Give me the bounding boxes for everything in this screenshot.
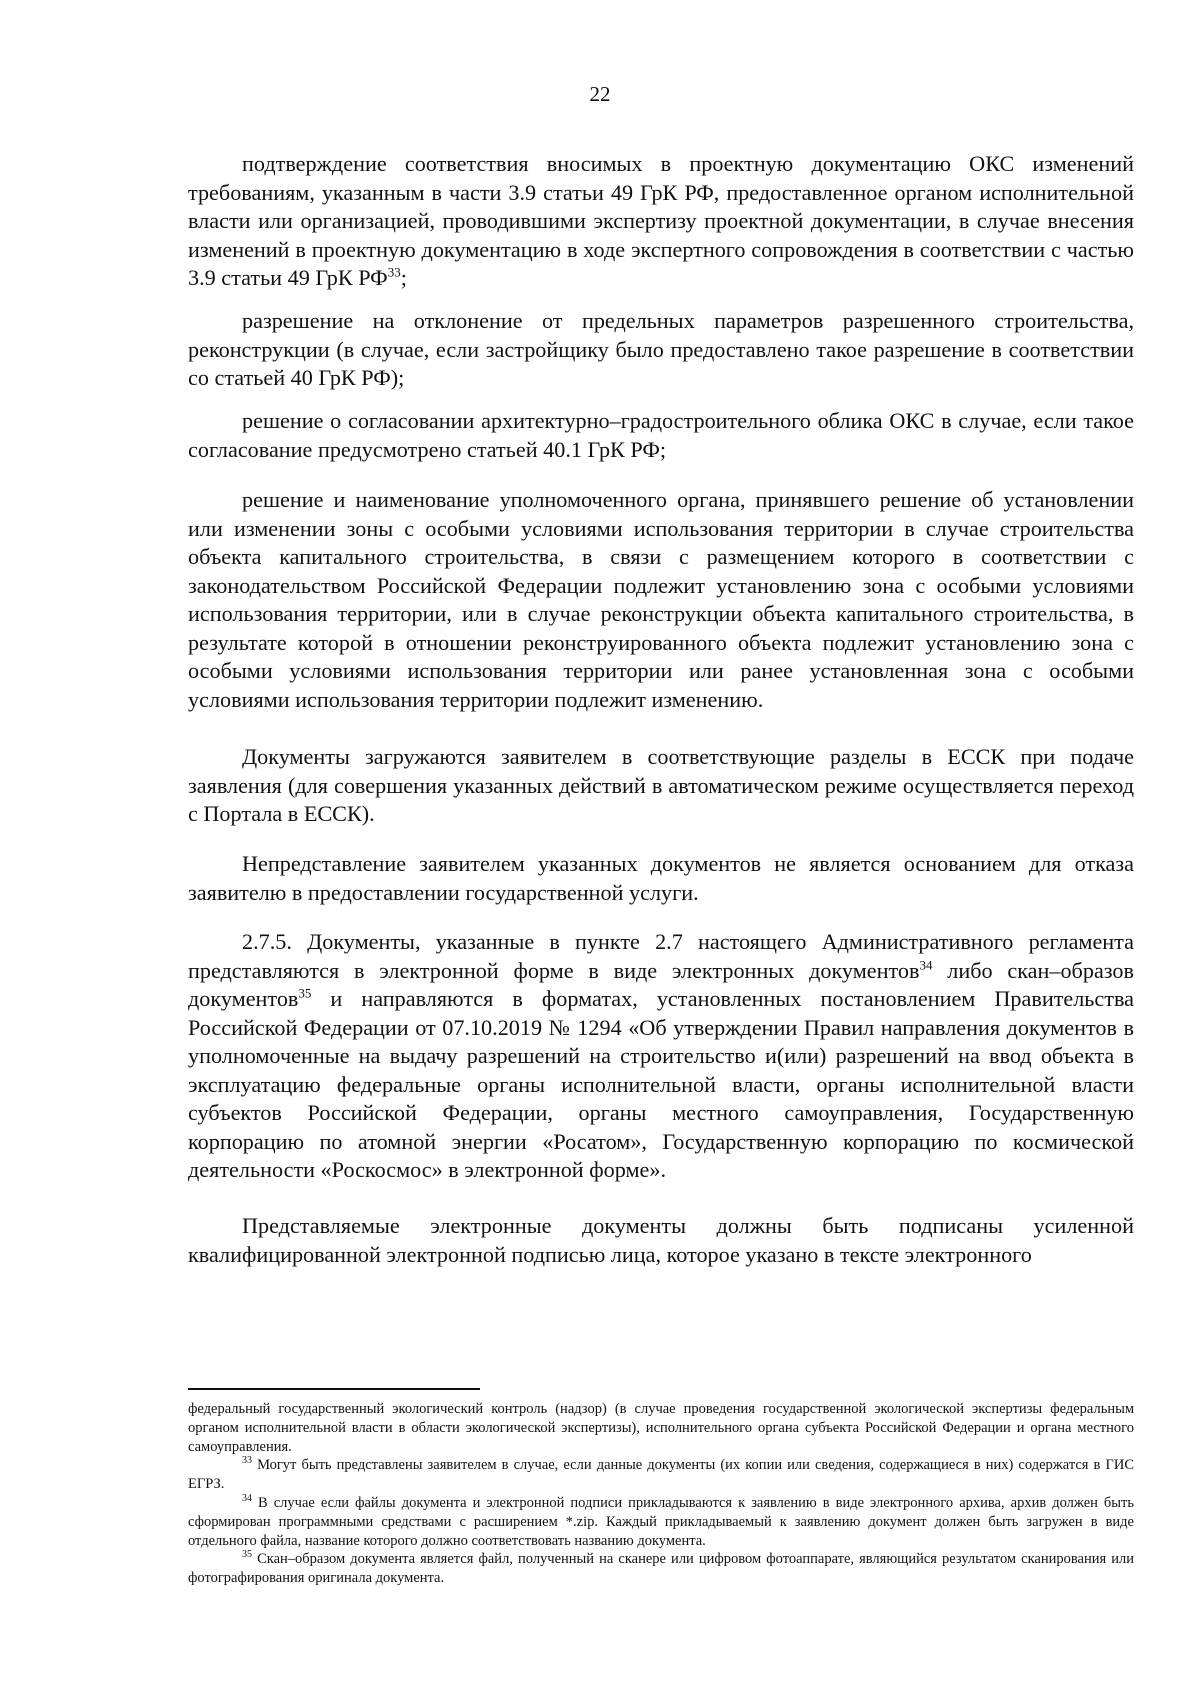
paragraph-tail: ; <box>400 265 407 290</box>
paragraph-text: либо скан–образов документов <box>188 957 1134 1011</box>
paragraph-signature-requirement: Представляемые электронные документы должны быть подписаны усиленной квалифицированной электронной подписью лица, которое указано в тексте электронного <box>188 1213 1134 1267</box>
footnote-separator <box>188 1388 480 1390</box>
footnote-text: Скан–образом документа является файл, полученный на сканере или цифровом фотоаппарате, являющийся результатом сканирования или фотографирования оригинала документа. <box>188 1551 1134 1587</box>
footnote-ref-34: 34 <box>919 957 933 973</box>
footnotes <box>188 1400 1134 1588</box>
page-number: 22 <box>589 82 611 106</box>
footnote-ref-33: 33 <box>387 264 401 280</box>
paragraph-architectural-approval: решение о согласовании архитектурно–градостроительного облика ОКС в случае, если такое согласование предусмотрено статьей 40.1 ГрК РФ; <box>188 408 1134 462</box>
footnote-number: 34 <box>242 1493 252 1505</box>
footnote-35 <box>188 1550 1134 1588</box>
footnote-continued: федеральный государственный экологический контроль (надзор) (в случае проведения государственной экологической экспертизы федеральным органом исполнительной власти в области экологической экспертизы), исполнительного органа субъекта Российской Федерации и органа местного самоуправления. <box>188 1401 1134 1455</box>
paragraph-non-submission: Непредставление заявителем указанных документов не является основанием для отказа заявителю в предоставлении государственной услуги. <box>188 851 1134 905</box>
footnote-34 <box>188 1494 1134 1550</box>
footnote-ref-35: 35 <box>298 985 312 1001</box>
paragraph-project-docs-confirmation <box>188 150 1134 293</box>
footnote-text: Могут быть представлены заявителем в случае, если данные документы (их копии или сведения, содержащиеся в них) содержатся в ГИС ЕГРЗ. <box>188 1457 1134 1493</box>
paragraph-deviation-permit: разрешение на отклонение от предельных параметров разрешенного строительства, реконструкции (в случае, если застройщику было предоставлено такое разрешение в соответствии со статьей 40 ГрК РФ); <box>188 308 1134 390</box>
paragraph-2-7-5 <box>188 928 1134 1185</box>
paragraph-text: и направляются в форматах, установленных постановлением Правительства Российской Федерации от 07.10.2019 № 1294 «Об утверждении Правил направления документов в уполномоченные на выдачу разрешений на строительство и(или) разрешений на ввод объекта в эксплуатацию федеральные органы исполнительной власти, органы исполнительной власти субъектов Российской Федерации, органы местного самоуправления, Государственную корпорацию по атомной энергии «Росатом», Государственную корпорацию по космической деятельности «Роскосмос» в электронной форме». <box>188 986 1134 1182</box>
paragraph-document-upload: Документы загружаются заявителем в соответствующие разделы в ЕССК при подаче заявления (для совершения указанных действий в автоматическом режиме осуществляется переход с Портала в ЕССК). <box>188 744 1134 826</box>
footnote-33 <box>188 1456 1134 1494</box>
paragraph-special-zone-decision: решение и наименование уполномоченного органа, принявшего решение об установлении или изменении зоны с особыми условиями использования территории в случае строительства объекта капитального строительства, в связи с размещением которого в соответствии с законодательством Российской Федерации подлежит установлению зона с особыми условиями использования территории, или в случае реконструкции объекта капитального строительства, в результате которой в отношении реконструированного объекта подлежит установлению зона с особыми условиями использования территории или ранее установленная зона с особыми условиями использования территории подлежит изменению. <box>188 487 1134 712</box>
footnote-number: 35 <box>242 1549 252 1561</box>
footnote-number: 33 <box>242 1455 252 1467</box>
paragraph-text: подтверждение соответствия вносимых в проектную документацию ОКС изменений требованиям, указанным в части 3.9 статьи 49 ГрК РФ, предоставленное органом исполнительной власти или организацией, проводившими экспертизу проектной документации, в случае внесения изменений в проектную документацию в ходе экспертного сопровождения в соответствии с частью 3.9 статьи 49 ГрК РФ <box>188 151 1134 290</box>
paragraph-text: 2.7.5. Документы, указанные в пункте 2.7 настоящего Административного регламента представляются в электронной форме в виде электронных документов <box>188 929 1134 983</box>
footnote-text: В случае если файлы документа и электронной подписи прикладываются к заявлению в виде электронного архива, архив должен быть сформирован программными средствами с расширением *.zip. Каждый прикладываемый к заявлению документ должен быть загружен в виде отдельного файла, название которого должно соответствовать названию документа. <box>188 1494 1134 1549</box>
